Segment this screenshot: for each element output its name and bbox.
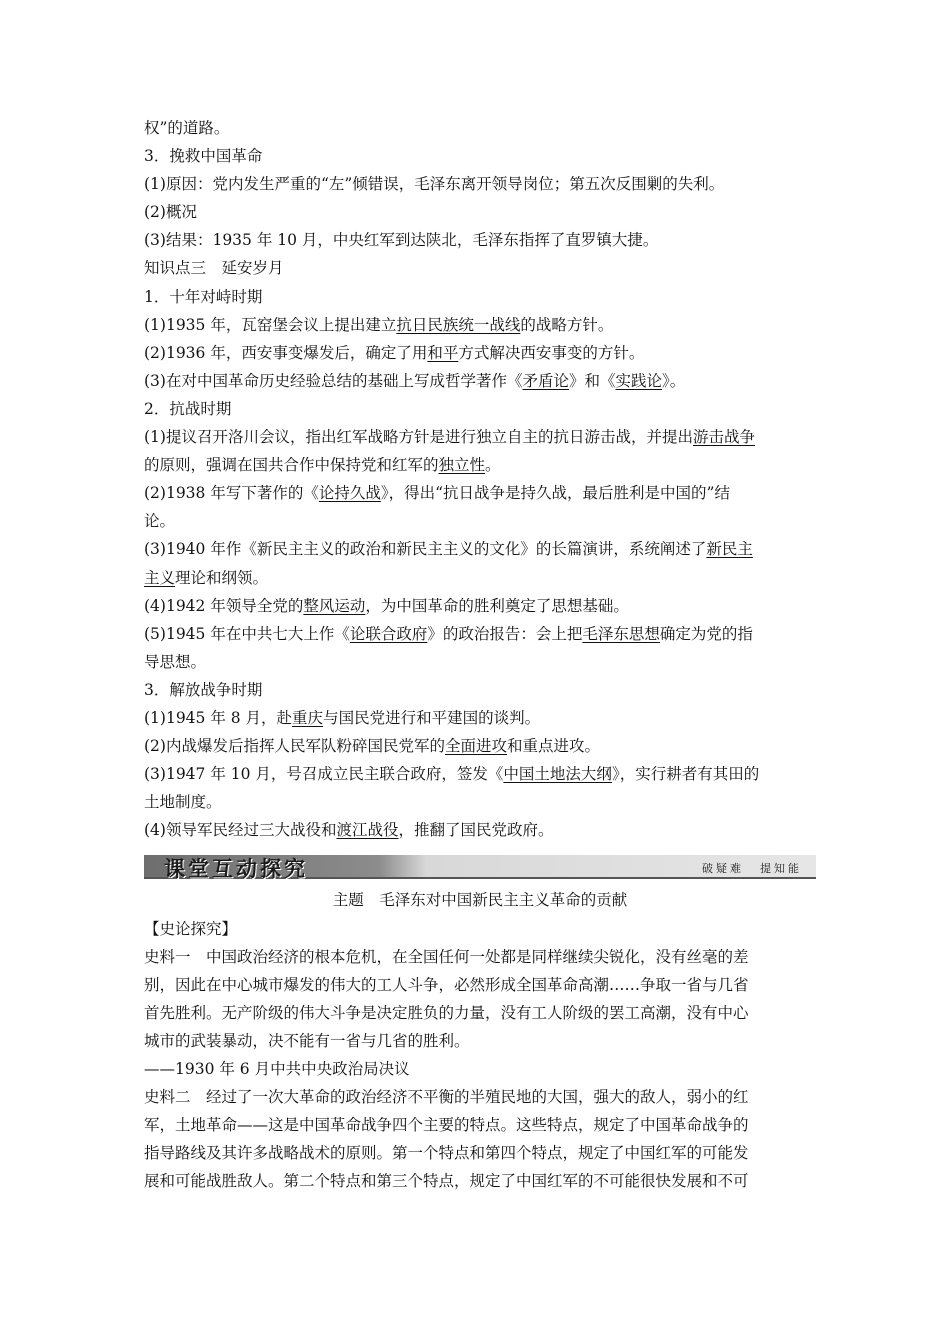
underlined-term: 抗日民族统一战线 <box>396 315 521 334</box>
text-segment: 确定为党的指 <box>659 624 753 643</box>
text-segment: 土地制度。 <box>144 793 222 812</box>
text-line <box>144 423 816 451</box>
text-line <box>144 254 816 282</box>
text-segment: 权”的道路。 <box>144 119 230 137</box>
text-line <box>144 226 816 254</box>
text-segment: (3)1940 年作《新民主主义的政治和新民主主义的文化》的长篇演讲，系统阐述了 <box>144 540 707 559</box>
text-segment: (5)1945 年在中共七大上作《 <box>144 624 350 643</box>
text-line <box>144 816 816 844</box>
text-line <box>144 564 816 592</box>
text-segment: 。 <box>485 456 501 475</box>
text-line <box>144 1055 816 1083</box>
text-segment: 》。 <box>662 371 686 390</box>
text-segment: 首先胜利。无产阶级的伟大斗争是决定胜负的力量，没有工人阶级的罢工高潮，没有中心 <box>144 1003 749 1022</box>
text-line <box>144 620 816 648</box>
text-line <box>144 915 816 943</box>
text-line <box>144 142 816 170</box>
text-segment: 3．解放战争时期 <box>144 680 263 699</box>
underlined-term: 论联合政府 <box>349 624 428 643</box>
text-segment: 》，实行耕者有其田的 <box>611 765 760 784</box>
text-segment: (2)概况 <box>144 203 197 222</box>
text-line <box>144 676 816 704</box>
text-segment: (1)原因：党内发生严重的“左”倾错误，毛泽东离开领导岗位；第五次反围剿的失利。 <box>144 175 725 194</box>
text-segment: ——1930 年 6 月中共中央政治局决议 <box>144 1060 410 1078</box>
section-banner <box>144 852 816 880</box>
text-segment: 别，因此在中心城市爆发的伟大的工人斗争，必然形成全国革命高潮……争取一省与几省 <box>144 975 749 994</box>
text-segment: (3)在对中国革命历史经验总结的基础上写成哲学著作《 <box>144 371 523 390</box>
banner-title: 课堂互动探究 <box>164 857 308 882</box>
text-line <box>144 1083 816 1111</box>
text-segment: 》的政治报告：会上把 <box>427 624 583 643</box>
text-segment: 知识点三 延安岁月 <box>144 259 284 278</box>
text-line <box>144 114 816 142</box>
underlined-term: 整风运动 <box>303 596 366 615</box>
text-line <box>144 704 816 732</box>
text-line <box>144 395 816 423</box>
text-segment: (2)1936 年，西安事变爆发后，确定了用 <box>144 343 428 362</box>
text-segment: (1)1935 年，瓦窑堡会议上提出建立 <box>144 315 397 334</box>
text-segment: 》，得出“抗日战争是持久战，最后胜利是中国的”结 <box>380 484 730 503</box>
text-segment: 与国民党进行和平建国的谈判。 <box>323 708 541 727</box>
text-segment: 的战略方针。 <box>520 315 614 334</box>
text-line <box>144 788 816 816</box>
text-segment: 展和可能战胜敌人。第二个特点和第三个特点，规定了中国红军的不可能很快发展和不可 <box>144 1172 749 1191</box>
knowledge-section <box>144 114 816 844</box>
text-segment: 和重点进攻。 <box>506 737 600 756</box>
text-segment: 》和《 <box>568 371 616 390</box>
text-line <box>144 535 816 563</box>
text-line <box>144 451 816 479</box>
text-segment: (4)1942 年领导全党的 <box>144 596 304 615</box>
text-segment: (2)1938 年写下著作的《 <box>144 484 319 503</box>
text-line <box>144 1139 816 1167</box>
text-line <box>144 971 816 999</box>
underlined-term: 矛盾论 <box>522 371 569 390</box>
text-segment: 的原则，强调在国共合作中保持党和红军的 <box>144 456 439 475</box>
text-line <box>144 592 816 620</box>
text-line <box>144 943 816 971</box>
text-segment: 史料二 经过了一次大革命的政治经济不平衡的半殖民地的大国，强大的敌人，弱小的红 <box>144 1088 749 1107</box>
text-line <box>144 198 816 226</box>
text-segment: 1．十年对峙时期 <box>144 287 263 306</box>
text-segment: 指导路线及其许多战略战术的原则。第一个特点和第四个特点，规定了中国红军的可能发 <box>144 1144 749 1163</box>
text-line <box>144 311 816 339</box>
text-segment: (4)领导军民经过三大战役和 <box>144 821 337 840</box>
text-line <box>144 283 816 311</box>
underlined-term: 重庆 <box>292 708 324 727</box>
text-segment: (1)提议召开洛川会议，指出红军战略方针是进行独立自主的抗日游击战，并提出 <box>144 428 693 447</box>
document-page <box>144 114 816 1195</box>
underlined-term: 论持久战 <box>318 484 381 503</box>
text-line <box>144 648 816 676</box>
underlined-term: 主义 <box>144 568 176 587</box>
underlined-term: 新民主 <box>706 540 753 559</box>
text-segment: 史料一 中国政治经济的根本危机，在全国任何一处都是同样继续尖锐化，没有丝毫的差 <box>144 947 749 966</box>
text-segment: 导思想。 <box>144 652 207 671</box>
banner-tagline <box>702 860 802 876</box>
text-line <box>144 1111 816 1139</box>
underlined-term: 实践论 <box>615 371 663 390</box>
text-segment: 方式解决西安事变的方针。 <box>458 343 645 362</box>
text-line <box>144 760 816 788</box>
text-line <box>144 732 816 760</box>
text-line <box>144 479 816 507</box>
banner-tag-a: 破疑难 <box>702 862 744 876</box>
text-segment: (3)结果：1935 年 10 月，中央红军到达陕北，毛泽东指挥了直罗镇大捷。 <box>144 231 659 250</box>
underlined-term: 渡江战役 <box>336 821 399 840</box>
text-segment: 2．抗战时期 <box>144 399 232 418</box>
text-segment: 3．挽救中国革命 <box>144 147 263 166</box>
text-segment: 论。 <box>144 512 176 531</box>
text-segment: (3)1947 年 10 月，号召成立民主联合政府，签发《 <box>144 765 504 784</box>
text-line <box>144 367 816 395</box>
text-line <box>144 999 816 1027</box>
banner-tag-b: 提知能 <box>760 862 802 876</box>
text-segment: (2)内战爆发后指挥人民军队粉碎国民党军的 <box>144 737 445 756</box>
underlined-term: 中国土地法大纲 <box>503 765 612 784</box>
topic-subtitle: 主题 毛泽东对中国新民主主义革命的贡献 <box>332 891 628 910</box>
text-line <box>144 1027 816 1055</box>
text-line <box>144 170 816 198</box>
inquiry-section <box>144 915 816 1196</box>
text-line <box>144 1167 816 1195</box>
text-segment: ，推翻了国民党政府。 <box>398 821 554 840</box>
underlined-term: 全面进攻 <box>444 737 507 756</box>
text-segment: 理论和纲领。 <box>175 568 269 587</box>
text-line <box>144 339 816 367</box>
text-segment: 军，土地革命——这是中国革命战争四个主要的特点。这些特点，规定了中国革命战争的 <box>144 1116 749 1135</box>
underlined-term: 游击战争 <box>692 428 755 447</box>
text-segment: 【史论探究】 <box>144 919 238 938</box>
text-segment: ，为中国革命的胜利奠定了思想基础。 <box>365 596 629 615</box>
underlined-term: 独立性 <box>438 456 486 475</box>
text-segment: 城市的武装暴动，决不能有一省与几省的胜利。 <box>144 1031 470 1050</box>
text-segment: (1)1945 年 8 月，赴 <box>144 708 293 727</box>
underlined-term: 和平 <box>427 343 459 362</box>
underlined-term: 毛泽东思想 <box>582 624 660 643</box>
text-line <box>144 507 816 535</box>
